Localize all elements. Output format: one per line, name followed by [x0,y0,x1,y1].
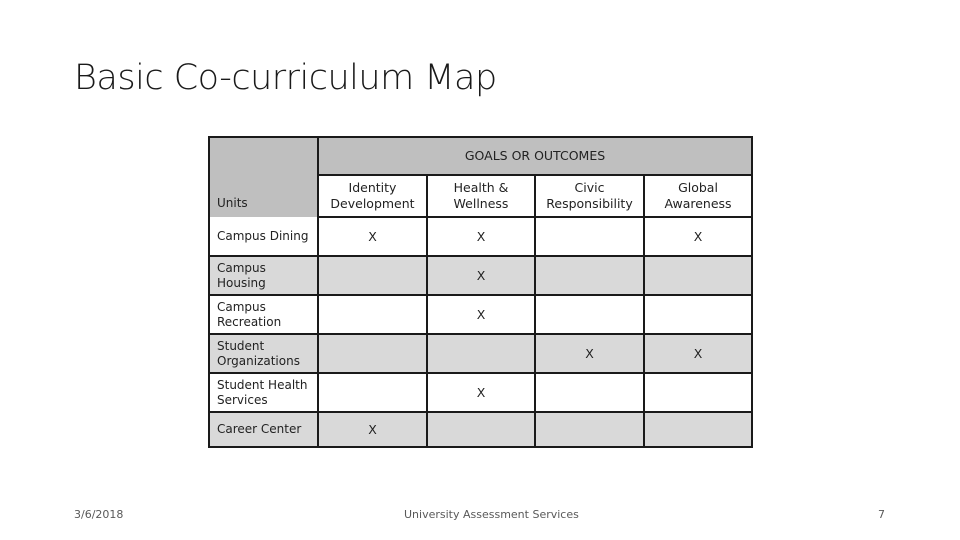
outcome-header-identity: Identity Development [318,175,427,217]
cell-health: X [427,295,535,334]
cell-civic [535,217,644,256]
slide-title: Basic Co-curriculum Map [74,58,497,98]
cell-civic [535,295,644,334]
cell-civic: X [535,334,644,373]
page-number: 7 [878,508,885,521]
unit-name [209,217,318,256]
table-row [209,373,752,412]
cell-global: X [644,217,752,256]
table-row [209,412,752,447]
cell-identity [318,295,427,334]
goals-header-row [209,137,752,175]
cell-identity [318,373,427,412]
table-row [209,217,752,256]
cell-identity [318,256,427,295]
unit-name: Student Health Services [209,373,318,412]
cell-global [644,295,752,334]
cell-health: X [427,373,535,412]
outcome-header-global: Global Awareness [644,175,752,217]
table-row [209,256,752,295]
unit-name: Campus Recreation [209,295,318,334]
cell-health [427,412,535,447]
cell-global [644,256,752,295]
unit-label: Campus Dining [217,228,309,243]
outcome-header-civic: Civic Responsibility [535,175,644,217]
cell-civic [535,373,644,412]
footer-date: 3/6/2018 [74,508,124,521]
cell-civic [535,256,644,295]
cell-health [427,334,535,373]
cell-identity: X [318,217,427,256]
goals-header-cell: GOALS OR OUTCOMES [318,137,752,175]
cell-identity [318,334,427,373]
unit-name: Career Center [209,412,318,447]
cell-global [644,412,752,447]
table-row [209,295,752,334]
cell-health: X [427,217,535,256]
cell-global [644,373,752,412]
cell-civic [535,412,644,447]
cell-global: X [644,334,752,373]
cell-health: X [427,256,535,295]
cell-identity: X [318,412,427,447]
table-row [209,334,752,373]
unit-name: Campus Housing [209,256,318,295]
outcome-header-health: Health & Wellness [427,175,535,217]
unit-name: Student Organizations [209,334,318,373]
footer-organization: University Assessment Services [404,508,579,521]
co-curriculum-map-table [208,136,753,448]
